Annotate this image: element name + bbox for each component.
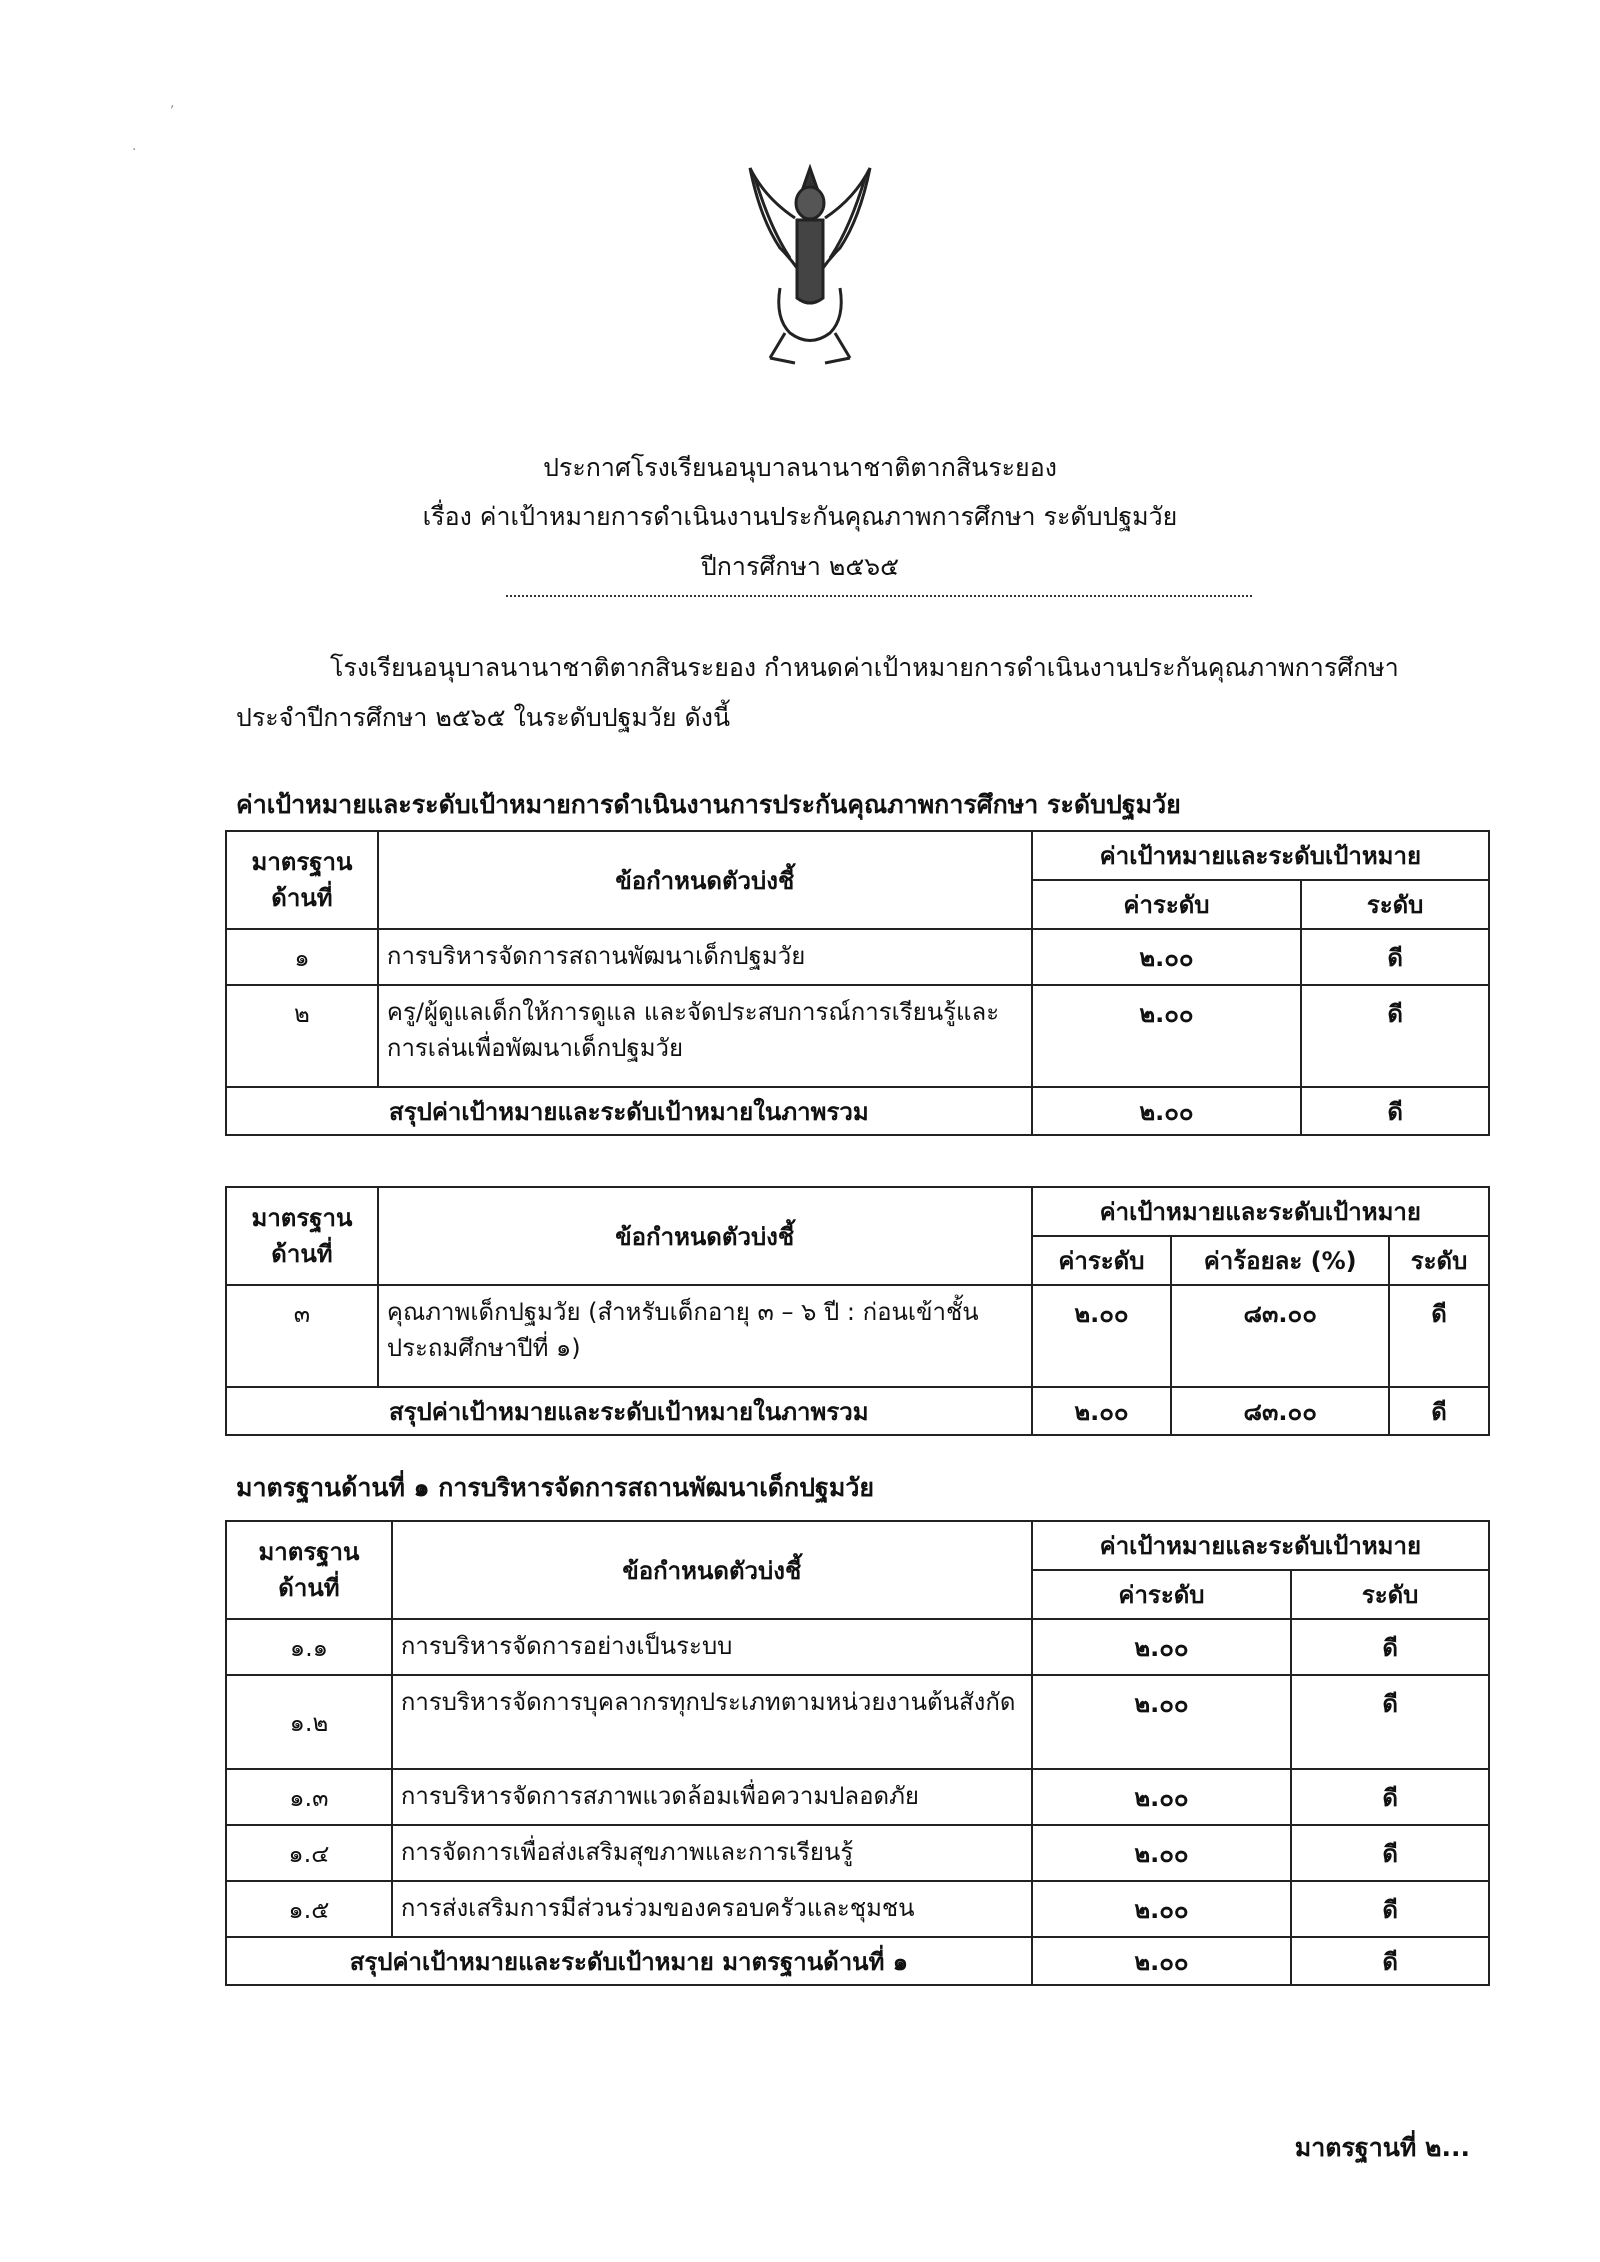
indicator-text: การส่งเสริมการมีส่วนร่วมของครอบครัวและชุมชน [392, 1881, 1032, 1937]
standard-1-target-table [225, 1520, 1490, 1986]
table-row [226, 985, 1489, 1087]
summary-value: ๒.๐๐ [1032, 1387, 1172, 1435]
target-value: ๒.๐๐ [1032, 1825, 1292, 1881]
standard-no: ๑.๓ [226, 1769, 392, 1825]
summary-value: ๒.๐๐ [1032, 1087, 1302, 1135]
section-title-standard-1: มาตรฐานด้านที่ ๑ การบริหารจัดการสถานพัฒนาเด็กปฐมวัย [236, 1473, 875, 1502]
target-value: ๒.๐๐ [1032, 1285, 1172, 1387]
header-target: ค่าเป้าหมายและระดับเป้าหมาย [1032, 831, 1489, 880]
header-standard: มาตรฐาน ด้านที่ [226, 1187, 378, 1285]
standard-no: ๑.๔ [226, 1825, 392, 1881]
header-indicator: ข้อกำหนดตัวบ่งชี้ [392, 1521, 1032, 1619]
header-target: ค่าเป้าหมายและระดับเป้าหมาย [1032, 1521, 1489, 1570]
header-indicator: ข้อกำหนดตัวบ่งชี้ [378, 1187, 1032, 1285]
summary-percent: ๘๓.๐๐ [1171, 1387, 1389, 1435]
table-row [226, 1675, 1489, 1769]
standard-no: ๓ [226, 1285, 378, 1387]
header-percent: ค่าร้อยละ (%) [1171, 1236, 1389, 1285]
summary-value: ๒.๐๐ [1032, 1937, 1292, 1985]
header-standard: มาตรฐาน ด้านที่ [226, 1521, 392, 1619]
indicator-text: การบริหารจัดการบุคลากรทุกประเภทตามหน่วยงานต้นสังกัด [392, 1675, 1032, 1769]
standard-no: ๑ [226, 929, 378, 985]
header-target: ค่าเป้าหมายและระดับเป้าหมาย [1032, 1187, 1489, 1236]
section-title-overall: ค่าเป้าหมายและระดับเป้าหมายการดำเนินงานการประกันคุณภาพการศึกษา ระดับปฐมวัย [236, 790, 1181, 819]
summary-label: สรุปค่าเป้าหมายและระดับเป้าหมาย มาตรฐานด้านที่ ๑ [226, 1937, 1032, 1985]
target-value: ๒.๐๐ [1032, 1769, 1292, 1825]
garuda-emblem-icon [735, 158, 885, 373]
summary-level: ดี [1389, 1387, 1489, 1435]
target-value: ๒.๐๐ [1032, 985, 1302, 1087]
summary-row [226, 1937, 1489, 1985]
summary-label: สรุปค่าเป้าหมายและระดับเป้าหมายในภาพรวม [226, 1387, 1032, 1435]
header-value: ค่าระดับ [1032, 1236, 1172, 1285]
overall-target-table [225, 830, 1490, 1136]
indicator-text: การบริหารจัดการสภาพแวดล้อมเพื่อความปลอดภัย [392, 1769, 1032, 1825]
indicator-text: การบริหารจัดการอย่างเป็นระบบ [392, 1619, 1032, 1675]
table-row [226, 1619, 1489, 1675]
standard-no: ๑.๕ [226, 1881, 392, 1937]
table-row [226, 1825, 1489, 1881]
target-level: ดี [1291, 1769, 1489, 1825]
target-level: ดี [1389, 1285, 1489, 1387]
header-level: ระดับ [1291, 1570, 1489, 1619]
summary-level: ดี [1291, 1937, 1489, 1985]
scan-mark: . [132, 138, 137, 154]
indicator-text: การบริหารจัดการสถานพัฒนาเด็กปฐมวัย [378, 929, 1032, 985]
indicator-text: คุณภาพเด็กปฐมวัย (สำหรับเด็กอายุ ๓ – ๖ ปี : ก่อนเข้าชั้นประถมศึกษาปีที่ ๑) [378, 1285, 1032, 1387]
target-level: ดี [1291, 1619, 1489, 1675]
header-level: ระดับ [1389, 1236, 1489, 1285]
announcement-title: ประกาศโรงเรียนอนุบาลนานาชาติตากสินระยอง [543, 453, 1057, 482]
indicator-text: ครู/ผู้ดูแลเด็กให้การดูแล และจัดประสบการณ์การเรียนรู้และการเล่นเพื่อพัฒนาเด็กปฐมวัย [378, 985, 1032, 1087]
intro-line-2: ประจำปีการศึกษา ๒๕๖๕ ในระดับปฐมวัย ดังนี้ [236, 703, 731, 732]
summary-label: สรุปค่าเป้าหมายและระดับเป้าหมายในภาพรวม [226, 1087, 1032, 1135]
target-value: ๒.๐๐ [1032, 1881, 1292, 1937]
target-level: ดี [1301, 985, 1489, 1087]
table-row [226, 1769, 1489, 1825]
target-level: ดี [1291, 1881, 1489, 1937]
header-level: ระดับ [1301, 880, 1489, 929]
announcement-subject: เรื่อง ค่าเป้าหมายการดำเนินงานประกันคุณภาพการศึกษา ระดับปฐมวัย [422, 502, 1178, 531]
target-level: ดี [1301, 929, 1489, 985]
table-row [226, 1881, 1489, 1937]
summary-row [226, 1387, 1489, 1435]
target-value: ๒.๐๐ [1032, 929, 1302, 985]
academic-year: ปีการศึกษา ๒๕๖๕ [700, 552, 900, 581]
indicator-text: การจัดการเพื่อส่งเสริมสุขภาพและการเรียนรู้ [392, 1825, 1032, 1881]
scan-mark: , [170, 95, 175, 111]
standard-no: ๑.๒ [226, 1675, 392, 1769]
target-percent: ๘๓.๐๐ [1171, 1285, 1389, 1387]
child-quality-target-table [225, 1186, 1490, 1436]
target-value: ๒.๐๐ [1032, 1675, 1292, 1769]
continuation-note: มาตรฐานที่ ๒... [1294, 2133, 1470, 2162]
standard-no: ๑.๑ [226, 1619, 392, 1675]
table-row [226, 929, 1489, 985]
header-value: ค่าระดับ [1032, 880, 1302, 929]
header-standard: มาตรฐาน ด้านที่ [226, 831, 378, 929]
dotted-divider [506, 595, 1252, 597]
table-row [226, 1285, 1489, 1387]
summary-level: ดี [1301, 1087, 1489, 1135]
summary-row [226, 1087, 1489, 1135]
target-level: ดี [1291, 1675, 1489, 1769]
intro-line-1: โรงเรียนอนุบาลนานาชาติตากสินระยอง กำหนดค่าเป้าหมายการดำเนินงานประกันคุณภาพการศึกษา [330, 653, 1399, 682]
standard-no: ๒ [226, 985, 378, 1087]
header-indicator: ข้อกำหนดตัวบ่งชี้ [378, 831, 1032, 929]
header-value: ค่าระดับ [1032, 1570, 1292, 1619]
target-level: ดี [1291, 1825, 1489, 1881]
target-value: ๒.๐๐ [1032, 1619, 1292, 1675]
